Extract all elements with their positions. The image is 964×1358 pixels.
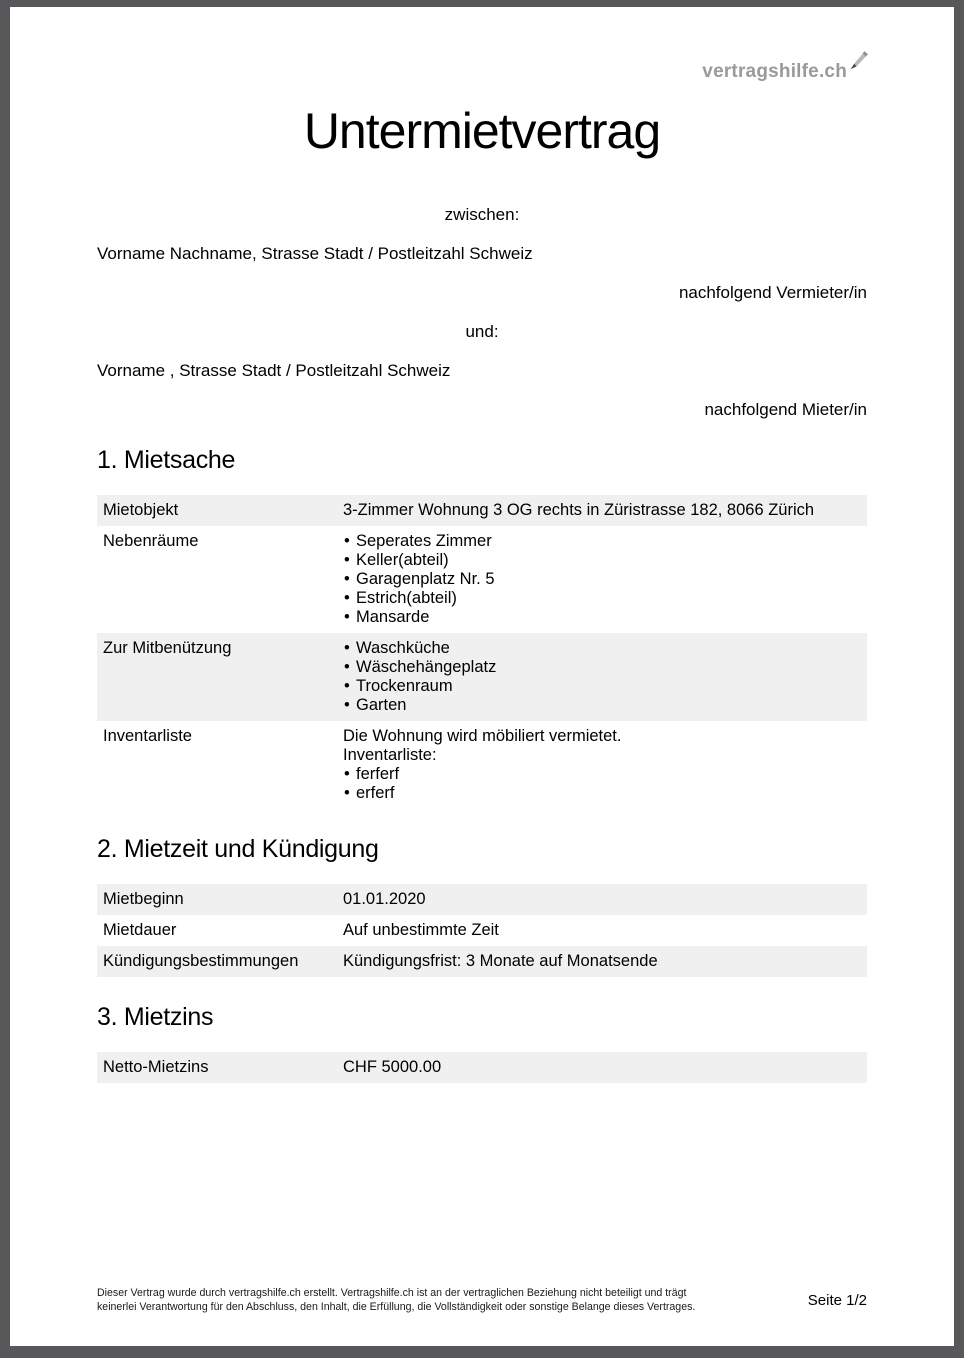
row-label: Nebenräume: [103, 532, 199, 550]
value-line: 3-Zimmer Wohnung 3 OG rechts in Züristrasse 182, 8066 Zürich: [343, 501, 815, 519]
tenant-role: nachfolgend Mieter/in: [704, 400, 867, 419]
bullet-item: • Keller(abteil): [343, 551, 861, 570]
footer: [97, 1287, 867, 1314]
document-title: Untermietvertrag: [303, 103, 661, 159]
row-label: Zur Mitbenützung: [97, 633, 337, 721]
pen-icon: [847, 47, 870, 77]
row-value: [337, 526, 867, 633]
brand-logo: vertragshilfe.ch: [702, 61, 847, 82]
value-line: 01.01.2020: [343, 890, 426, 908]
table-row: [97, 946, 867, 977]
and-label: und:: [465, 322, 499, 341]
tenant-line: Vorname , Strasse Stadt / Postleitzahl Schweiz: [97, 361, 451, 380]
table-row: [97, 495, 867, 526]
bullet-item: • Wäschehängeplatz: [343, 658, 861, 677]
mietsache-table: [97, 495, 867, 809]
section-heading-mietzeit: 2. Mietzeit und Kündigung: [97, 835, 379, 863]
bullet-item: • Mansarde: [343, 608, 861, 627]
row-value: [337, 1052, 867, 1083]
row-value: [337, 884, 867, 915]
table-row: [97, 915, 867, 946]
bullet-item: • Seperates Zimmer: [343, 532, 861, 551]
row-label: Inventarliste: [103, 727, 192, 745]
brand-row: [97, 7, 867, 95]
row-label: Netto-Mietzins: [97, 1052, 337, 1083]
row-value: [337, 946, 867, 977]
bullet-item: • Waschküche: [343, 639, 861, 658]
value-line: Inventarliste:: [343, 746, 437, 764]
landlord-role: nachfolgend Vermieter/in: [678, 283, 867, 302]
between-label: zwischen:: [444, 205, 520, 224]
row-label: Mietobjekt: [97, 495, 337, 526]
section-heading-mietsache: 1. Mietsache: [97, 446, 236, 474]
row-value: [337, 915, 867, 946]
footer-disclaimer: Dieser Vertrag wurde durch vertragshilfe.ch erstellt. Vertragshilfe.ch ist an der vertraglichen Beziehung nicht beteiligt und trägt keinerlei Verantwortung für den Abschluss, den Inhalt, die Erfüllung, die Vollständigkeit oder sonstige Belange dieses Vertrages.: [97, 1287, 696, 1313]
landlord-line: Vorname Nachname, Strasse Stadt / Postleitzahl Schweiz: [97, 244, 533, 263]
page-number: Seite 1/2: [807, 1292, 867, 1309]
row-value: [337, 495, 867, 526]
bullet-item: • erferf: [343, 784, 861, 803]
mietzins-table: [97, 1052, 867, 1083]
table-row: [97, 526, 867, 633]
bullet-item: • Estrich(abteil): [343, 589, 861, 608]
value-line: Auf unbestimmte Zeit: [343, 921, 499, 939]
bullet-item: • ferferf: [343, 765, 861, 784]
row-label: Mietdauer: [103, 921, 177, 939]
value-line: CHF 5000.00: [343, 1058, 442, 1076]
bullet-item: • Trockenraum: [343, 677, 861, 696]
value-line: Kündigungsfrist: 3 Monate auf Monatsende: [343, 952, 658, 970]
value-line: Die Wohnung wird möbiliert vermietet.: [343, 727, 622, 745]
bullet-item: • Garten: [343, 696, 861, 715]
mietzeit-table: [97, 884, 867, 977]
bullet-item: • Garagenplatz Nr. 5: [343, 570, 861, 589]
row-label: Mietbeginn: [97, 884, 337, 915]
row-label: Kündigungsbestimmungen: [97, 946, 337, 977]
document-page: [10, 7, 954, 1346]
table-row: [97, 721, 867, 809]
row-value: [337, 721, 867, 809]
table-row: [97, 884, 867, 915]
table-row: [97, 1052, 867, 1083]
row-value: [337, 633, 867, 721]
section-heading-mietzins: 3. Mietzins: [97, 1003, 214, 1031]
table-row: [97, 633, 867, 721]
